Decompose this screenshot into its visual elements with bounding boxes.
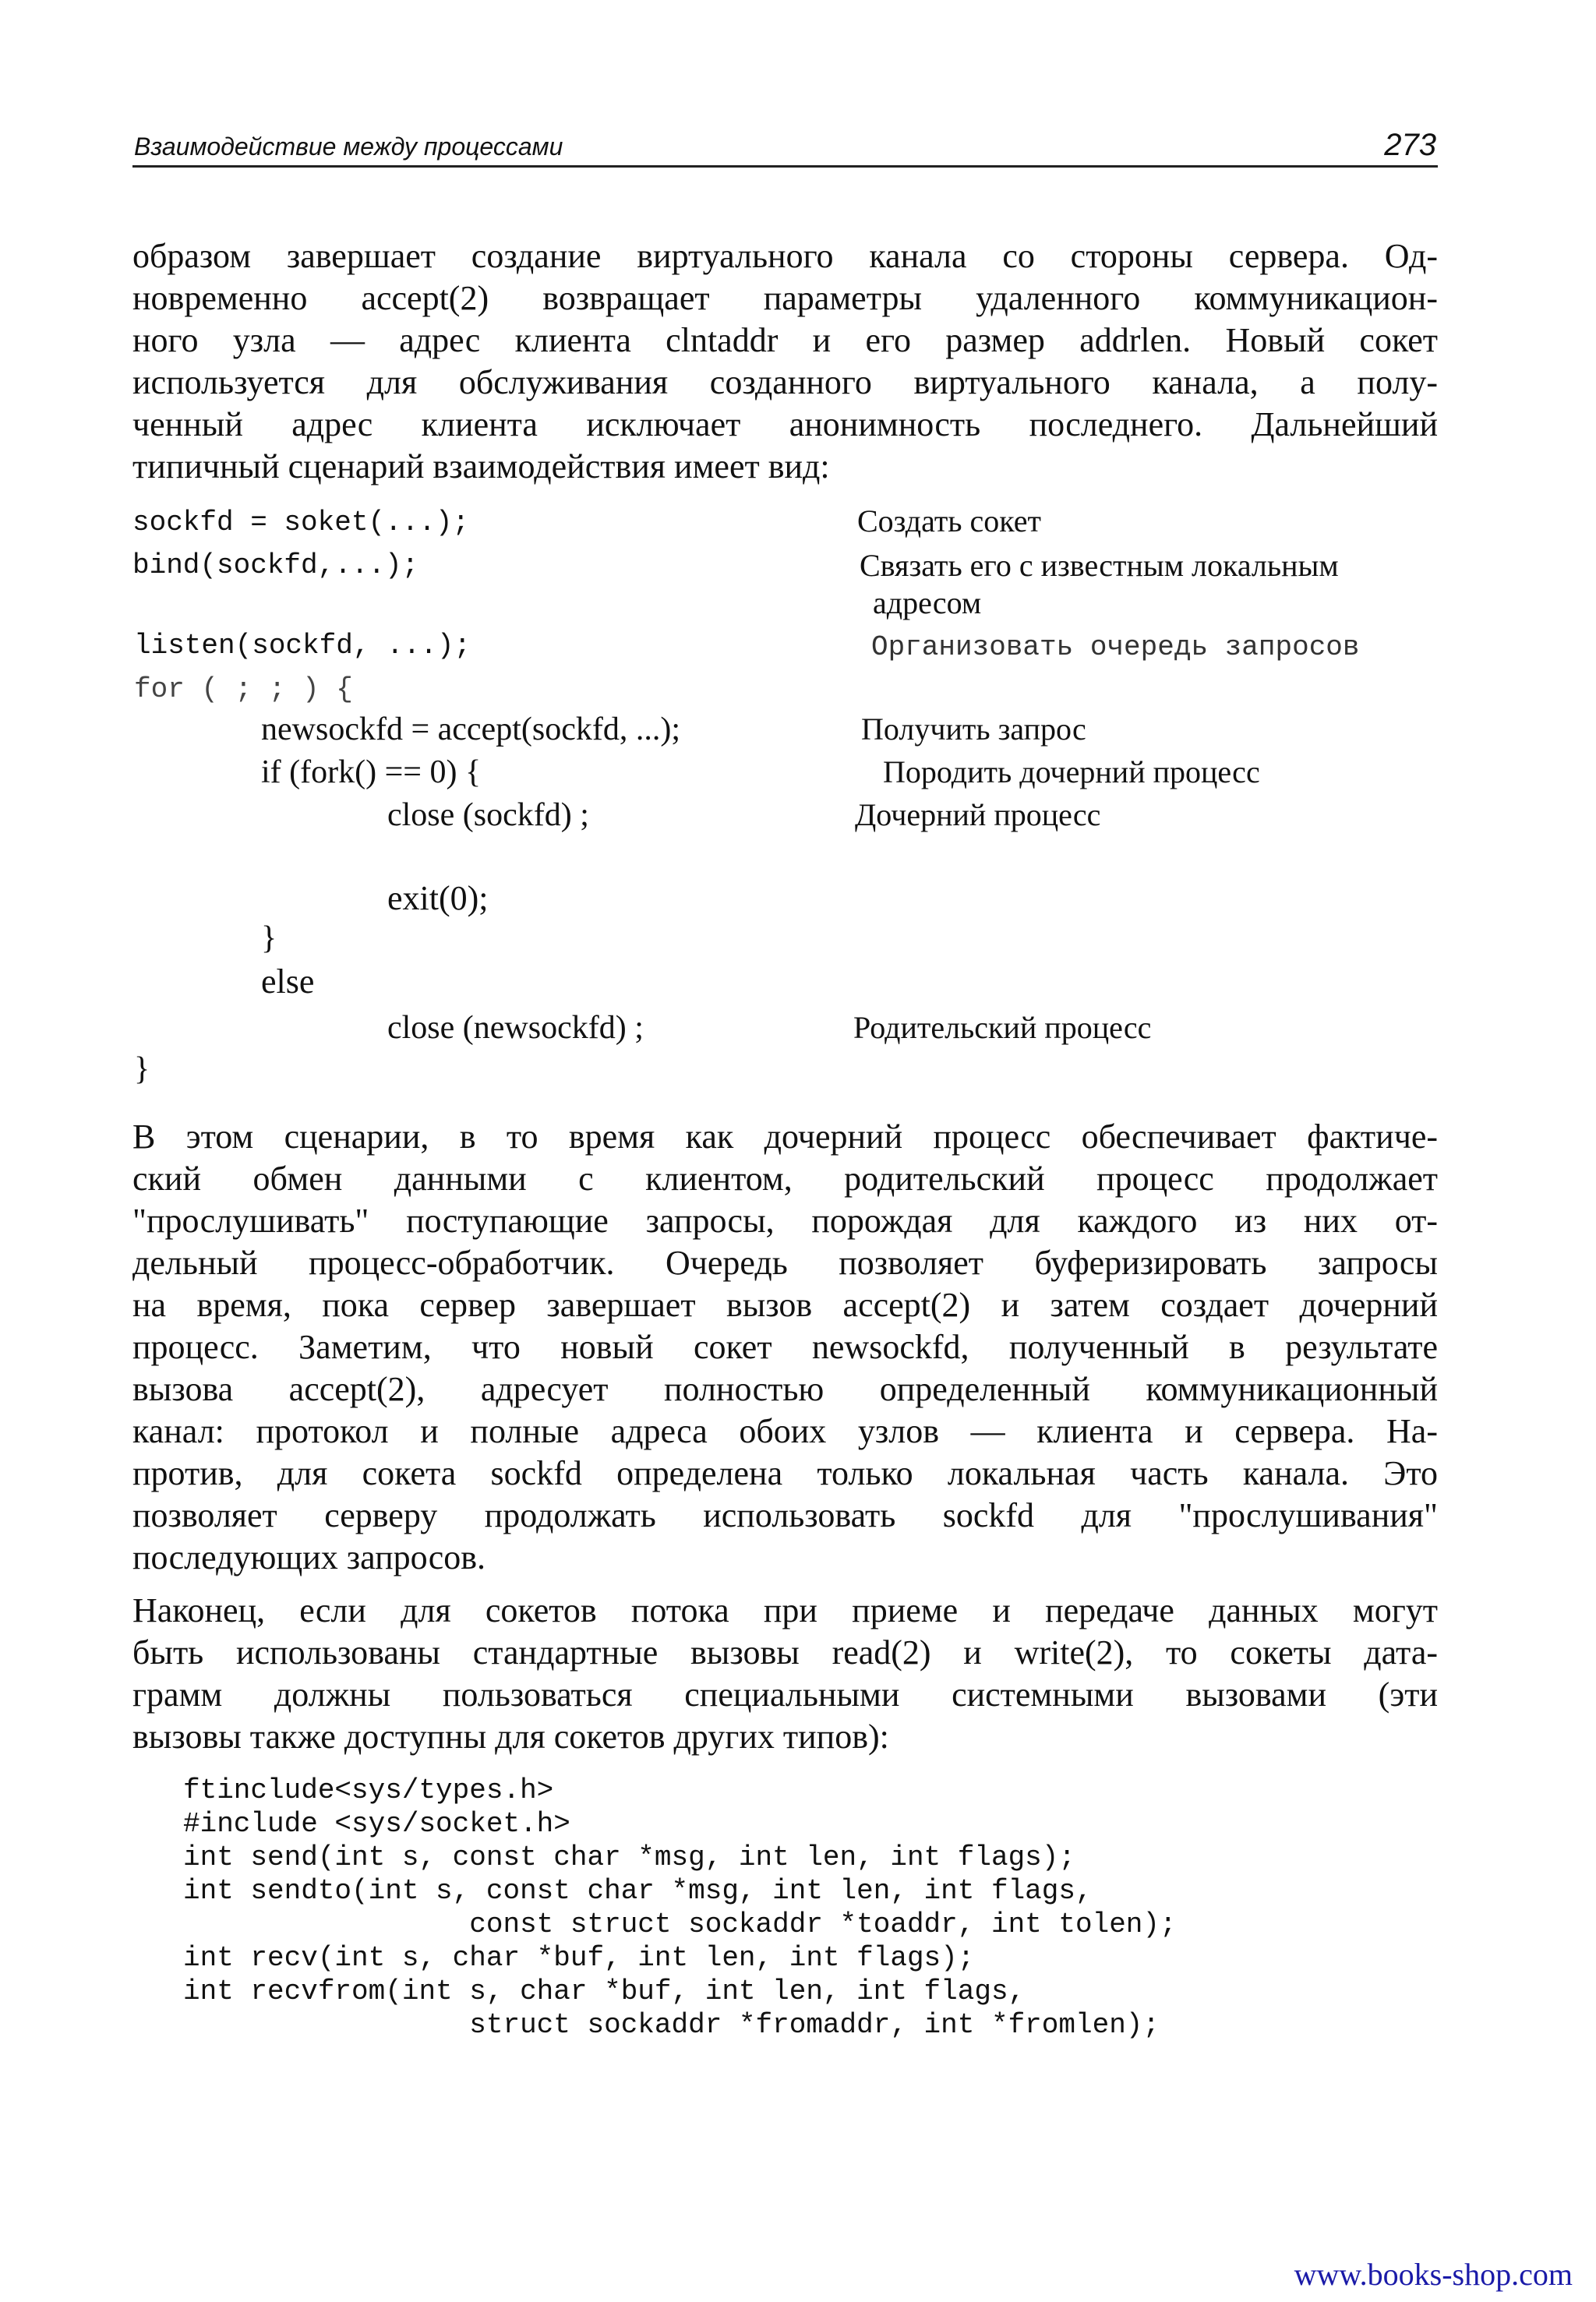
code-comment: Родительский процесс: [853, 1010, 1152, 1045]
code-line: sockfd = soket(...);: [132, 507, 470, 538]
code-line: newsockfd = accept(sockfd, ...);: [261, 711, 680, 747]
text-line: вызова accept(2), адресует полностью определенный коммуникационный: [132, 1370, 1438, 1408]
code-line: int recvfrom(int s, char *buf, int len, int flags,: [183, 1975, 1026, 2007]
code-comment: Связать его с известным локальным: [860, 548, 1339, 583]
chapter-title: Взаимодействие между процессами: [134, 132, 563, 161]
code-comment: Породить дочерний процесс: [883, 754, 1260, 789]
code-line: int sendto(int s, const char *msg, int len, int flags,: [183, 1875, 1093, 1907]
text-line: Наконец, если для сокетов потока при приеме и передаче данных могут: [132, 1591, 1438, 1629]
text-line: канал: протокол и полные адреса обоих узлов — клиента и сервера. На-: [132, 1412, 1438, 1450]
text-line: последующих запросов.: [132, 1538, 486, 1576]
code-line: int recv(int s, char *buf, int len, int flags);: [183, 1942, 975, 1974]
code-line: close (sockfd) ;: [387, 797, 589, 833]
text-line: используется для обслуживания созданного виртуального канала, а полу-: [132, 363, 1438, 401]
text-line: В этом сценарии, в то время как дочерний процесс обеспечивает фактиче-: [132, 1117, 1438, 1156]
code-comment: Организовать очередь запросов: [871, 631, 1360, 663]
paragraph-explanation: [132, 1116, 1438, 1579]
code-line: const struct sockaddr *toaddr, int tolen);: [183, 1908, 1177, 1940]
code-line: listen(sockfd, ...);: [134, 630, 471, 662]
text-line: "прослушивать" поступающие запросы, порождая для каждого из них от-: [132, 1202, 1438, 1240]
code-line: bind(sockfd,...);: [132, 549, 419, 581]
code-line: }: [134, 1051, 150, 1087]
code-line: ftinclude<sys/types.h>: [183, 1774, 554, 1806]
code-line: exit(0);: [387, 879, 489, 917]
code-comment: Дочерний процесс: [855, 797, 1101, 832]
code-comment: адресом: [873, 585, 982, 620]
text-line: образом завершает создание виртуального канала со стороны сервера. Од-: [132, 237, 1438, 275]
code-line: }: [261, 920, 277, 956]
text-line: позволяет серверу продолжать использовать sockfd для "прослушивания": [132, 1496, 1438, 1534]
code-line: #include <sys/socket.h>: [183, 1808, 570, 1840]
text-line: дельный процесс-обработчик. Очередь позволяет буферизировать запросы: [132, 1244, 1438, 1282]
text-line: новременно accept(2) возвращает параметры удаленного коммуникацион-: [132, 279, 1438, 317]
running-header: [132, 126, 1438, 168]
text-line: ченный адрес клиента исключает анонимность последнего. Дальнейший: [132, 405, 1438, 443]
code-line: if (fork() == 0) {: [261, 754, 482, 790]
text-line: вызовы также доступны для сокетов других типов):: [132, 1718, 889, 1756]
page-number: 273: [1384, 128, 1436, 162]
paragraph-datagram: [132, 1590, 1438, 1758]
text-line: ного узла — адрес клиента clntaddr и его размер addrlen. Новый сокет: [132, 321, 1438, 359]
text-line: ский обмен данными с клиентом, родительский процесс продолжает: [132, 1160, 1438, 1198]
code-line: int send(int s, const char *msg, int len, int flags);: [183, 1841, 1075, 1873]
text-line: быть использованы стандартные вызовы read(2) и write(2), то сокеты дата-: [132, 1633, 1438, 1672]
text-line: типичный сценарий взаимодействия имеет вид:: [132, 447, 830, 485]
code-comment: Получить запрос: [861, 711, 1086, 747]
text-line: грамм должны пользоваться специальными системными вызовами (эти: [132, 1675, 1438, 1714]
code-line: close (newsockfd) ;: [387, 1010, 644, 1046]
text-line: на время, пока сервер завершает вызов accept(2) и затем создает дочерний: [132, 1286, 1438, 1324]
text-line: против, для сокета sockfd определена только локальная часть канала. Это: [132, 1454, 1438, 1492]
text-line: процесс. Заметим, что новый сокет newsockfd, полученный в результате: [132, 1328, 1438, 1366]
footer-link[interactable]: www.books-shop.com: [1294, 2257, 1573, 2292]
code-comment: Создать сокет: [857, 503, 1041, 538]
code-line: struct sockaddr *fromaddr, int *fromlen);: [183, 2009, 1160, 2041]
paragraph-intro: [132, 235, 1438, 488]
code-line: for ( ; ; ) {: [134, 673, 353, 705]
code-line: else: [261, 962, 315, 1001]
